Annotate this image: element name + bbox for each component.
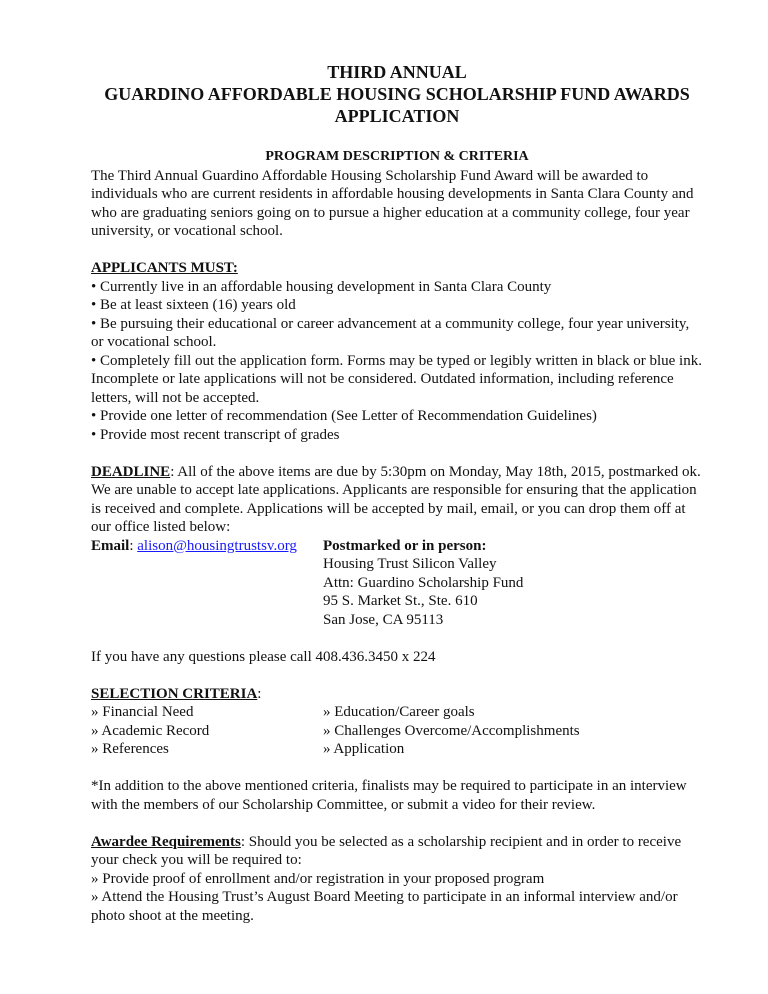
document-page: THIRD ANNUAL GUARDINO AFFORDABLE HOUSING SCHOLARSHIP FUND AWARDS APPLICATION PROGRAM DESCRIPTION & CRITERIA The Third Annual Guardino Affordable Housing Scholarship Fund Award will be awarded to individuals who are current residents in affordable housing developments in Santa Clara County and who are graduating seniors going on to pursue a higher education at a community college, four year university, or vocational school. APPLICANTS MUST: • Currently live in an affordable housing development in Santa Clara County • Be at least sixteen (16) years old • Be pursuing their educational or career advancement at a community college, four year university, or vocational school. • Completely fill out the application form. Forms may be typed or legibly written in black or blue ink. Incomplete or late applications will not be considered. Outdated information, including reference letters, will not be accepted. • Provide one letter of recommendation (See Letter of Recommendation Guidelines) • Provide most recent transcript of grades DEADLINE: All of the above items are due by 5:30pm on Monday, May 18th, 2015, postmarked ok. We are unable to accept late applications. Applicants are responsible for ensuring that the application is received and complete. Applications will be accepted by mail, email, or you can drop them off at our office listed below: Email: alison@housingtrustsv.org Postmarked or in person: Housing Trust Silicon Valley Attn: Guardino Scholarship Fund 95 S. Market St., Ste. 610 San Jose, CA 95113 If you have any questions please call 408.436.3450 x 224 SELECTION CRITERIA: » Financial Need » Academic Record » References » Education/Career goals » Challenges Overcome/Accomplishments » Application *In addition to the above mentioned criteria, finalists may be required to participate in an interview with the members of our Scholarship Committee, or submit a video for their review. Awardee Requirements: Should you be selected as a scholarship recipient and in order to receive your check you will be required to: » Provide proof of enrollment and/or registration in your proposed program » Attend the Housing Trust’s August Board Meeting to participate in an informal interview and/or photo shoot at the meeting.: [91, 61, 703, 925]
deadline-text: : All of the above items are due by 5:30pm on Monday, May 18th, 2015, postmarked ok. We are unable to accept late applications. Applicants are responsible for ensuring that the application is received and complete. Applications will be accepted by mail, email, or you can drop them off at our office listed below:: [91, 463, 701, 535]
questions-text: If you have any questions please call 408.436.3450 x 224: [91, 648, 436, 665]
program-description: The Third Annual Guardino Affordable Housing Scholarship Fund Award will be awarded to individuals who are current residents in affordable housing developments in Santa Clara County and who are graduating seniors going on to pursue a higher education at a community college, four year university, or vocational school.: [91, 167, 694, 239]
criteria-item: » Education/Career goals: [323, 704, 475, 720]
criteria-item: » Challenges Overcome/Accomplishments: [323, 722, 580, 739]
address-line: San Jose, CA 95113: [323, 611, 444, 628]
applicants-heading: APPLICANTS MUST:: [91, 260, 238, 276]
awardee-text: : Should you be selected as a scholarship recipient and in order to receive your check you will be required to:: [91, 833, 682, 868]
applicant-item: • Completely fill out the application form. Forms may be typed or legibly written in black or blue ink. Incomplete or late applications will not be considered. Outdated information, including reference letters, will not be accepted.: [91, 352, 702, 406]
awardee-label: Awardee Requirements: [91, 833, 241, 850]
criteria-item: » References: [91, 741, 169, 757]
awardee-item: » Provide proof of enrollment and/or registration in your proposed program: [91, 870, 545, 887]
contact-columns: Email: alison@housingtrustsv.org Postmarked or in person: Housing Trust Silicon Valley Attn: Guardino Scholarship Fund 95 S. Market St., Ste. 610 San Jose, CA 95113: [91, 537, 703, 630]
criteria-item: » Financial Need: [91, 704, 194, 720]
awardee-item: » Attend the Housing Trust’s August Board Meeting to participate in an informal interview and/or photo shoot at the meeting.: [91, 889, 678, 924]
deadline-label: DEADLINE: [91, 463, 171, 480]
applicant-item: • Currently live in an affordable housing development in Santa Clara County: [91, 278, 552, 295]
applicant-item: • Be at least sixteen (16) years old: [91, 297, 296, 313]
criteria-item: » Academic Record: [91, 722, 210, 739]
title-line-2: GUARDINO AFFORDABLE HOUSING SCHOLARSHIP FUND AWARDS: [104, 84, 690, 104]
applicant-item: • Provide most recent transcript of grades: [91, 426, 340, 443]
document-title: [61, 61, 733, 127]
mail-label: Postmarked or in person:: [323, 537, 487, 554]
address-line: 95 S. Market St., Ste. 610: [323, 593, 478, 609]
email-label: Email: [91, 537, 130, 554]
selection-note: *In addition to the above mentioned criteria, finalists may be required to participate in an interview with the members of our Scholarship Committee, or submit a video for their review.: [91, 778, 687, 813]
awardee-paragraph: [91, 833, 703, 870]
address-line: Attn: Guardino Scholarship Fund: [323, 574, 524, 591]
title-line-1: THIRD ANNUAL: [327, 62, 467, 82]
selection-label: SELECTION CRITERIA: [91, 685, 258, 702]
deadline-paragraph: [91, 463, 703, 537]
program-heading: PROGRAM DESCRIPTION & CRITERIA: [265, 149, 529, 164]
email-link[interactable]: alison@housingtrustsv.org: [137, 537, 297, 554]
title-line-3: APPLICATION: [334, 106, 460, 126]
applicant-item: • Be pursuing their educational or career advancement at a community college, four year university, or vocational school.: [91, 315, 690, 350]
criteria-item: » Application: [323, 741, 405, 757]
address-line: Housing Trust Silicon Valley: [323, 556, 497, 572]
selection-criteria: [91, 703, 703, 759]
applicant-item: • Provide one letter of recommendation (See Letter of Recommendation Guidelines): [91, 408, 597, 424]
